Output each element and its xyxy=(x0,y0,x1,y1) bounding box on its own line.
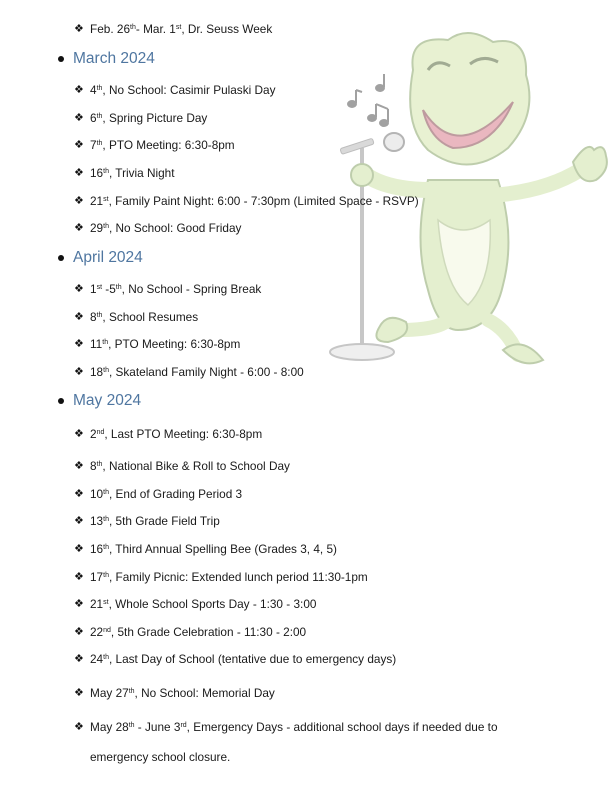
list-item: ❖ 13th, 5th Grade Field Trip xyxy=(74,514,220,528)
diamond-bullet-icon: ❖ xyxy=(74,139,84,151)
list-item: ❖ 16th, Third Annual Spelling Bee (Grades 3, 4, 5) xyxy=(74,542,337,556)
diamond-bullet-icon: ❖ xyxy=(74,460,84,472)
diamond-bullet-icon: ❖ xyxy=(74,653,84,665)
bullet-dot-icon xyxy=(58,398,64,404)
diamond-bullet-icon: ❖ xyxy=(74,543,84,555)
month-heading-march: March 2024 xyxy=(58,50,155,68)
list-item: ❖ 7th, PTO Meeting: 6:30-8pm xyxy=(74,138,235,152)
month-heading-april: April 2024 xyxy=(58,249,143,267)
list-item: ❖ 22nd, 5th Grade Celebration - 11:30 - 2:00 xyxy=(74,625,307,639)
list-item: ❖ 10th, End of Grading Period 3 xyxy=(74,487,243,501)
diamond-bullet-icon: ❖ xyxy=(74,571,84,583)
diamond-bullet-icon: ❖ xyxy=(74,222,84,234)
diamond-bullet-icon: ❖ xyxy=(74,283,84,295)
list-item: ❖ 24th, Last Day of School (tentative due to emergency days) xyxy=(74,652,397,666)
diamond-bullet-icon: ❖ xyxy=(74,721,84,733)
bullet-dot-icon xyxy=(58,56,64,62)
diamond-bullet-icon: ❖ xyxy=(74,167,84,179)
list-item: ❖ 18th, Skateland Family Night - 6:00 - 8:00 xyxy=(74,365,304,379)
diamond-bullet-icon: ❖ xyxy=(74,598,84,610)
bullet-dot-icon xyxy=(58,255,64,261)
diamond-bullet-icon: ❖ xyxy=(74,515,84,527)
list-item-continuation: emergency school closure. xyxy=(90,750,231,764)
diamond-bullet-icon: ❖ xyxy=(74,428,84,440)
list-item: ❖ 11th, PTO Meeting: 6:30-8pm xyxy=(74,337,241,351)
diamond-bullet-icon: ❖ xyxy=(74,112,84,124)
list-item: ❖ May 28th - June 3rd, Emergency Days - additional school days if needed due to xyxy=(74,720,498,734)
diamond-bullet-icon: ❖ xyxy=(74,311,84,323)
diamond-bullet-icon: ❖ xyxy=(74,338,84,350)
diamond-bullet-icon: ❖ xyxy=(74,366,84,378)
list-item: ❖ 17th, Family Picnic: Extended lunch period 11:30-1pm xyxy=(74,570,368,584)
list-item: ❖ 4th, No School: Casimir Pulaski Day xyxy=(74,83,276,97)
list-item: ❖ 21st, Family Paint Night: 6:00 - 7:30pm (Limited Space - RSVP) xyxy=(74,194,419,208)
list-item: ❖ 29th, No School: Good Friday xyxy=(74,221,242,235)
month-heading-may: May 2024 xyxy=(58,392,141,410)
list-item: ❖ 16th, Trivia Night xyxy=(74,166,175,180)
list-item: ❖ 21st, Whole School Sports Day - 1:30 - 3:00 xyxy=(74,597,317,611)
diamond-bullet-icon: ❖ xyxy=(74,23,84,35)
list-item: ❖ 6th, Spring Picture Day xyxy=(74,111,208,125)
diamond-bullet-icon: ❖ xyxy=(74,195,84,207)
diamond-bullet-icon: ❖ xyxy=(74,488,84,500)
diamond-bullet-icon: ❖ xyxy=(74,626,84,638)
diamond-bullet-icon: ❖ xyxy=(74,84,84,96)
list-item: ❖ 8th, School Resumes xyxy=(74,310,199,324)
list-item: ❖ May 27th, No School: Memorial Day xyxy=(74,686,275,700)
music-notes-icon xyxy=(348,74,388,126)
list-item: ❖ Feb. 26th- Mar. 1st, Dr. Seuss Week xyxy=(74,22,273,36)
list-item: ❖ 2nd, Last PTO Meeting: 6:30-8pm xyxy=(74,427,263,441)
list-item: ❖ 1st -5th, No School - Spring Break xyxy=(74,282,262,296)
diamond-bullet-icon: ❖ xyxy=(74,687,84,699)
list-item: ❖ 8th, National Bike & Roll to School Day xyxy=(74,459,290,473)
